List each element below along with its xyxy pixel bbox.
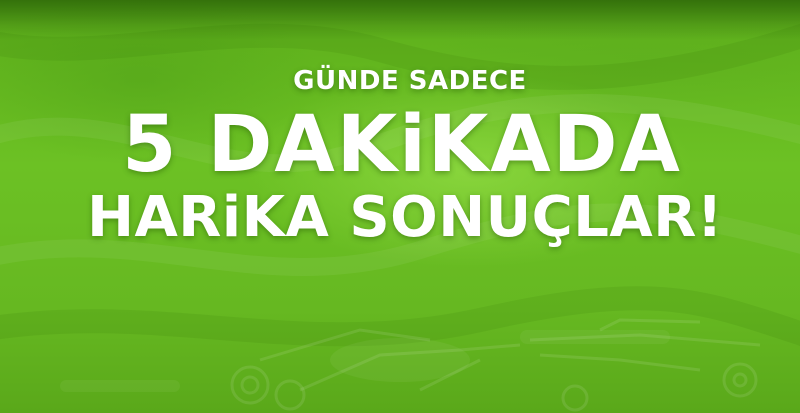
headline-line-1: GÜNDE SADECE (293, 66, 527, 96)
fitness-equipment-silhouette (0, 300, 800, 413)
headline-line-3: HARiKA SONUÇLAR! (87, 185, 723, 250)
headline-line-2: 5 DAKiKADA (122, 100, 682, 190)
